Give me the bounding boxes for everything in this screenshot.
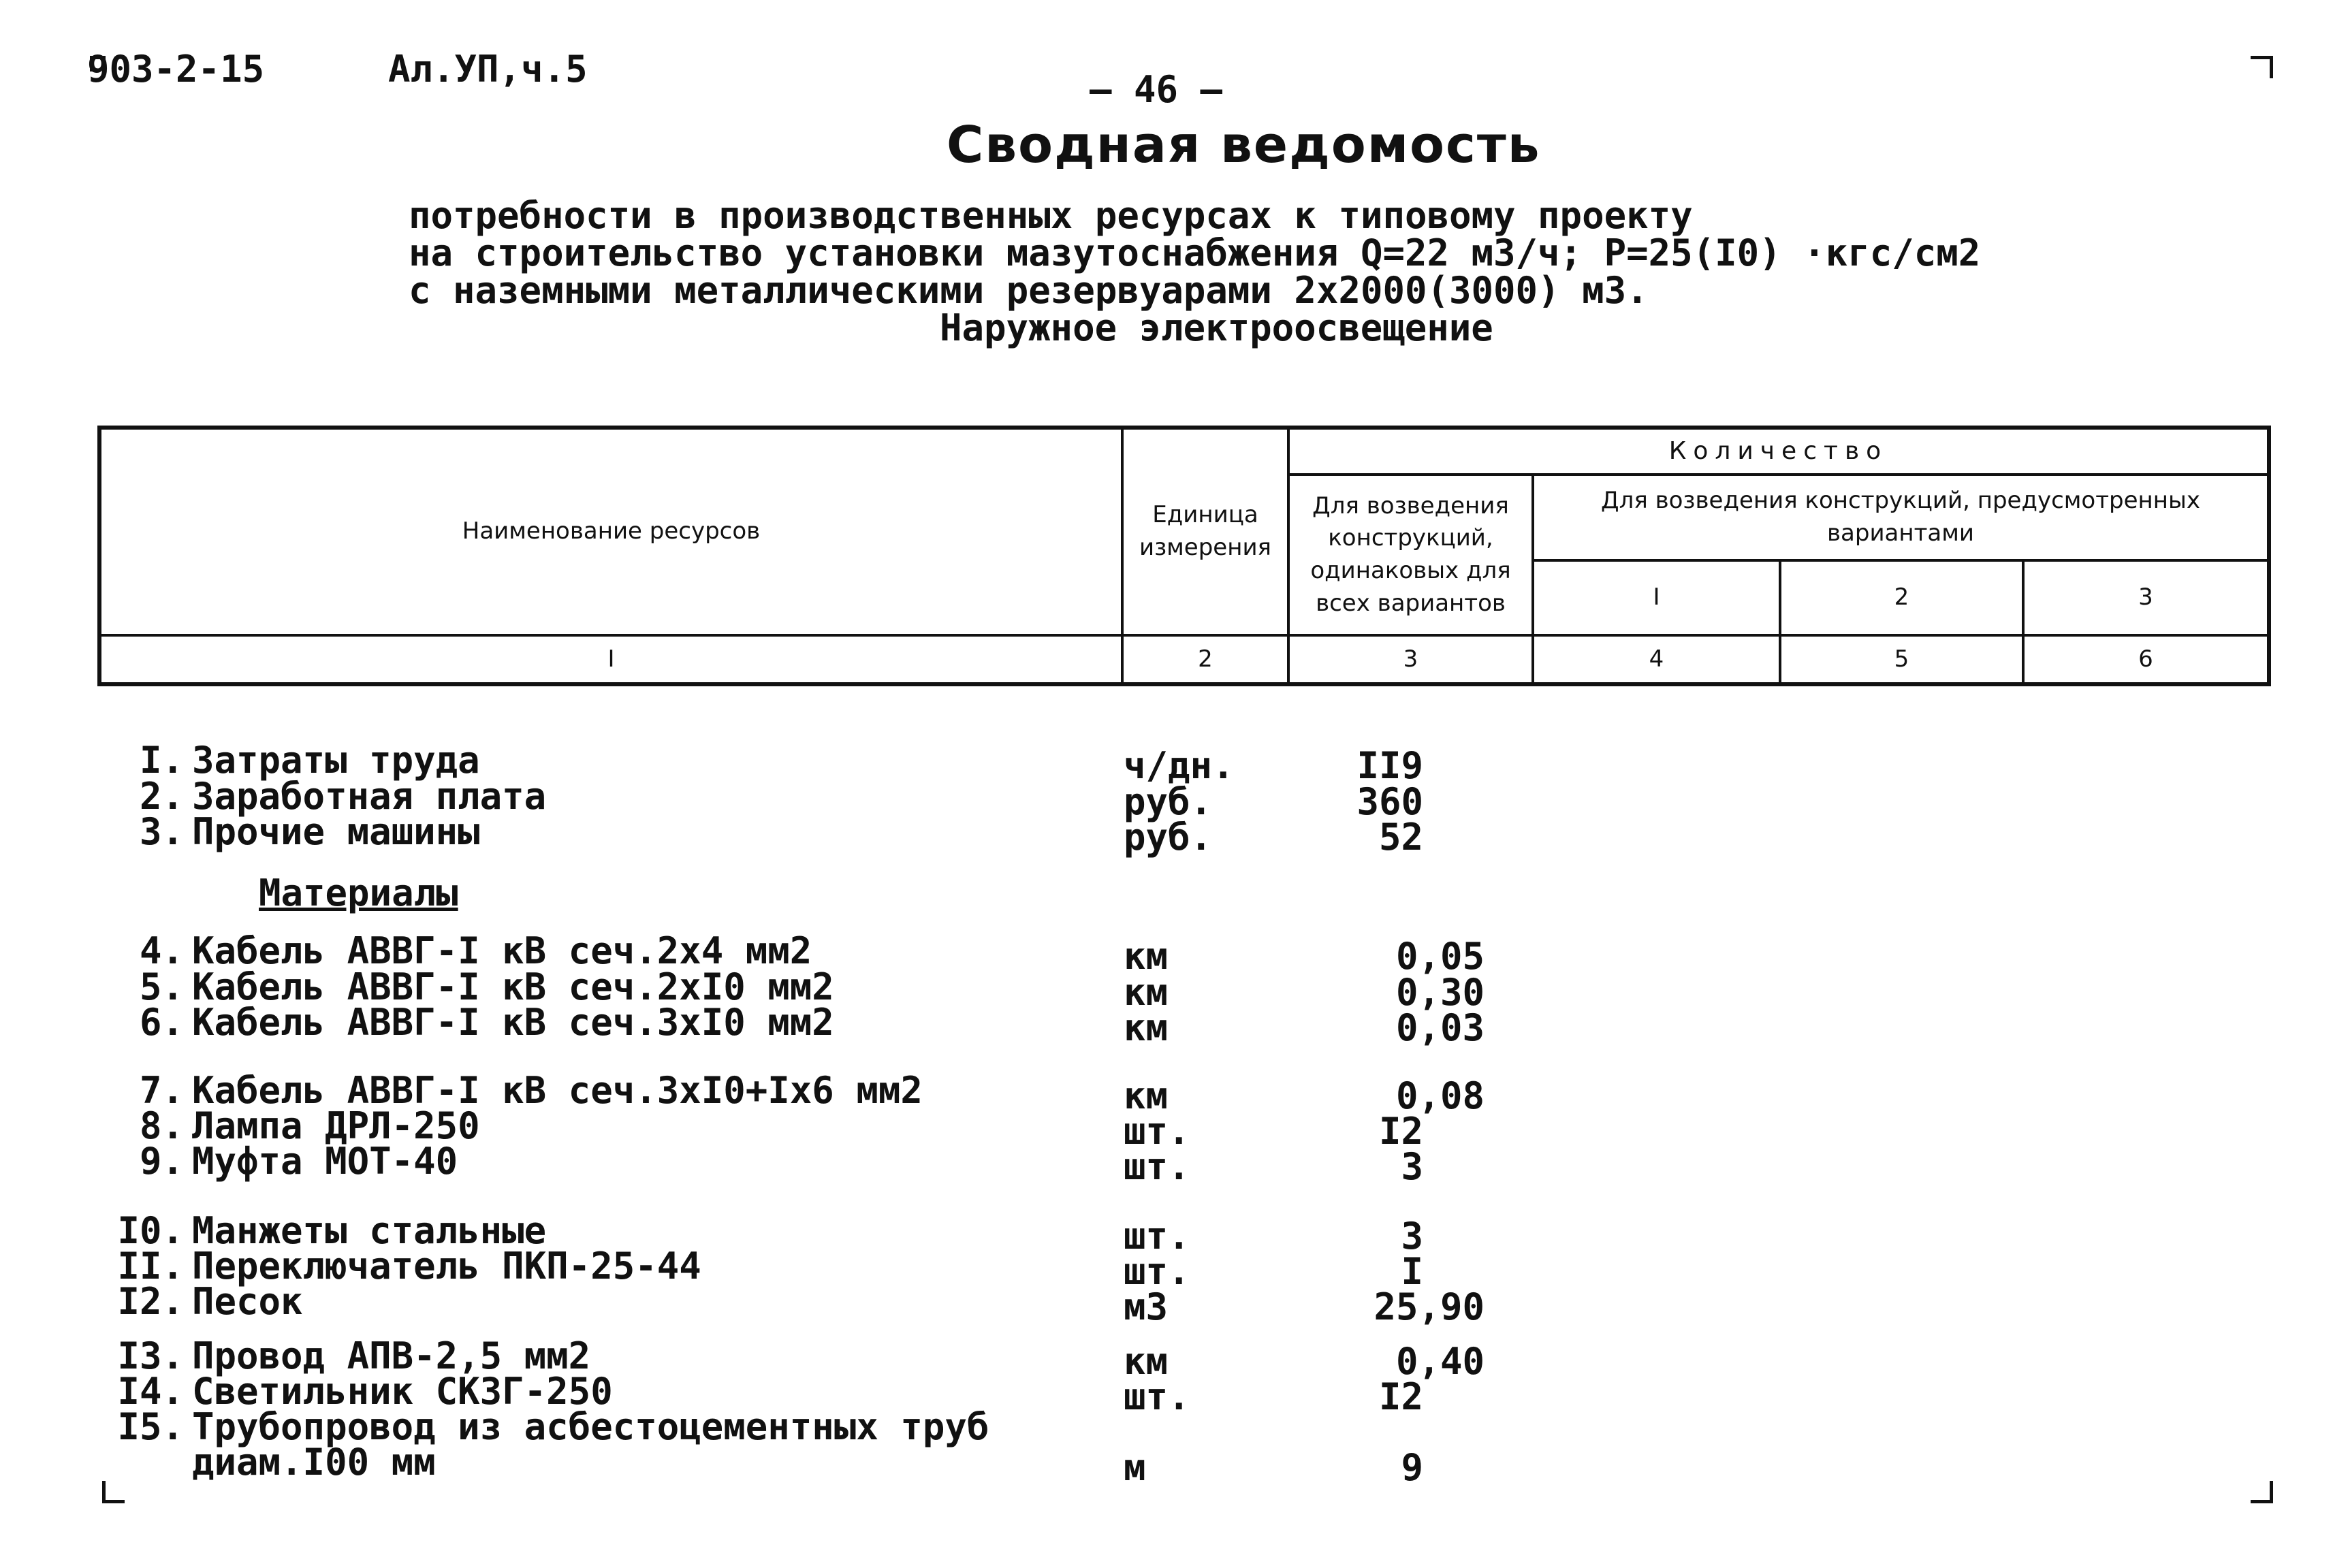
corner-mark-bottom-left <box>102 1481 125 1503</box>
row-number: I4. <box>117 1370 184 1413</box>
col-number-3: 3 <box>1403 645 1418 673</box>
row-number: I3. <box>117 1334 184 1377</box>
col-header-by-variant: Для возведения конструкций, предусмотренных вариантами <box>1601 487 2200 547</box>
row-quantity: 0,30 <box>1395 971 1485 1014</box>
row-quantity: 52 <box>1378 816 1423 859</box>
row-quantity: I <box>1401 1250 1423 1293</box>
row-quantity: 0,08 <box>1395 1074 1485 1117</box>
row-unit: шт. <box>1124 1250 1190 1293</box>
corner-mark-bottom-right <box>2251 1481 2273 1503</box>
row-unit: руб. <box>1124 780 1213 823</box>
row-number: I2. <box>117 1280 184 1323</box>
subtitle-line-1: потребности в производственных ресурсах к типовому проекту <box>409 194 1693 237</box>
col-header-same-all: Для возведения конструкций, одинаковых для всех вариантов <box>1310 492 1511 617</box>
document-code: 903-2-15 <box>87 48 265 91</box>
row-name: Трубопровод из асбестоцементных труб <box>192 1405 989 1448</box>
col-header-name: Наименование ресурсов <box>462 517 761 545</box>
row-number: 7. <box>139 1069 184 1112</box>
row-name: Кабель АВВГ-I кВ сеч.3хI0+Iх6 мм2 <box>192 1069 923 1112</box>
row-quantity: 25,90 <box>1374 1285 1485 1328</box>
row-unit: шт. <box>1124 1375 1190 1418</box>
row-quantity: 0,05 <box>1395 935 1485 978</box>
row-quantity: 9 <box>1401 1446 1423 1489</box>
row-name: Манжеты стальные <box>192 1209 547 1252</box>
col-number-1: I <box>607 645 615 673</box>
row-number: I0. <box>117 1209 184 1252</box>
row-unit: руб. <box>1124 816 1213 859</box>
col-header-unit: Единица измерения <box>1139 501 1272 561</box>
row-quantity: 3 <box>1401 1215 1423 1258</box>
row-unit: км <box>1124 1074 1169 1117</box>
subtitle-line-3: с наземными металлическими резервуарами 2х2000(3000) м3. <box>409 269 1649 312</box>
row-name-continuation: диам.I00 мм <box>192 1441 436 1484</box>
row-quantity: II9 <box>1356 744 1423 787</box>
row-unit: м <box>1124 1446 1146 1489</box>
row-name: Муфта МОТ-40 <box>192 1140 458 1183</box>
col-number-2: 2 <box>1198 645 1213 673</box>
col-number-5: 5 <box>1894 645 1909 673</box>
row-unit: м3 <box>1124 1285 1169 1328</box>
col-header-variant-1: I <box>1653 583 1660 611</box>
row-name: Кабель АВВГ-I кВ сеч.2х4 мм2 <box>192 929 812 972</box>
corner-mark-top-right <box>2251 56 2273 78</box>
row-quantity: I2 <box>1378 1110 1423 1153</box>
album-reference: Ал.УП,ч.5 <box>388 48 588 91</box>
row-unit: км <box>1124 935 1169 978</box>
row-quantity: 0,40 <box>1395 1340 1485 1383</box>
row-name: Кабель АВВГ-I кВ сеч.2хI0 мм2 <box>192 965 834 1008</box>
col-header-variant-3: 3 <box>2138 583 2153 611</box>
row-unit: км <box>1124 1340 1169 1383</box>
resources-table-header <box>97 426 2271 686</box>
row-number: I5. <box>117 1405 184 1448</box>
row-unit: шт. <box>1124 1145 1190 1188</box>
col-header-quantity: Количество <box>1668 436 1888 465</box>
subtitle-line-2: на строительство установки мазутоснабжения Q=22 м3/ч; Р=25(I0) ·кгс/см2 <box>409 231 1981 274</box>
row-unit: ч/дн. <box>1124 744 1235 787</box>
document-title: Сводная ведомость <box>947 116 1541 174</box>
row-quantity: 360 <box>1356 780 1423 823</box>
row-unit: км <box>1124 1006 1169 1049</box>
row-name: Переключатель ПКП-25-44 <box>192 1245 701 1287</box>
row-quantity: 3 <box>1401 1145 1423 1188</box>
row-name: Кабель АВВГ-I кВ сеч.3хI0 мм2 <box>192 1001 834 1044</box>
row-number: 8. <box>139 1104 184 1147</box>
col-number-4: 4 <box>1649 645 1664 673</box>
subtitle-line-4: Наружное электроосвещение <box>940 306 1493 349</box>
row-name: Прочие машины <box>192 810 480 853</box>
row-number: I. <box>139 739 184 782</box>
col-number-6: 6 <box>2138 645 2153 673</box>
row-number: 2. <box>139 775 184 818</box>
row-number: 4. <box>139 929 184 972</box>
row-unit: шт. <box>1124 1110 1190 1153</box>
row-unit: шт. <box>1124 1215 1190 1258</box>
row-number: 5. <box>139 965 184 1008</box>
row-number: 9. <box>139 1140 184 1183</box>
page-number: — 46 — <box>1090 68 1223 111</box>
row-number: 6. <box>139 1001 184 1044</box>
row-name: Затраты труда <box>192 739 480 782</box>
row-name: Заработная плата <box>192 775 547 818</box>
row-unit: км <box>1124 971 1169 1014</box>
row-number: II. <box>117 1245 184 1287</box>
row-name: Лампа ДРЛ-250 <box>192 1104 480 1147</box>
row-quantity: 0,03 <box>1395 1006 1485 1049</box>
row-name: Провод АПВ-2,5 мм2 <box>192 1334 591 1377</box>
col-header-variant-2: 2 <box>1894 583 1909 611</box>
row-quantity: I2 <box>1378 1375 1423 1418</box>
row-name: Светильник СКЗГ-250 <box>192 1370 613 1413</box>
materials-heading: Материалы <box>259 871 458 914</box>
row-name: Песок <box>192 1280 303 1323</box>
row-number: 3. <box>139 810 184 853</box>
